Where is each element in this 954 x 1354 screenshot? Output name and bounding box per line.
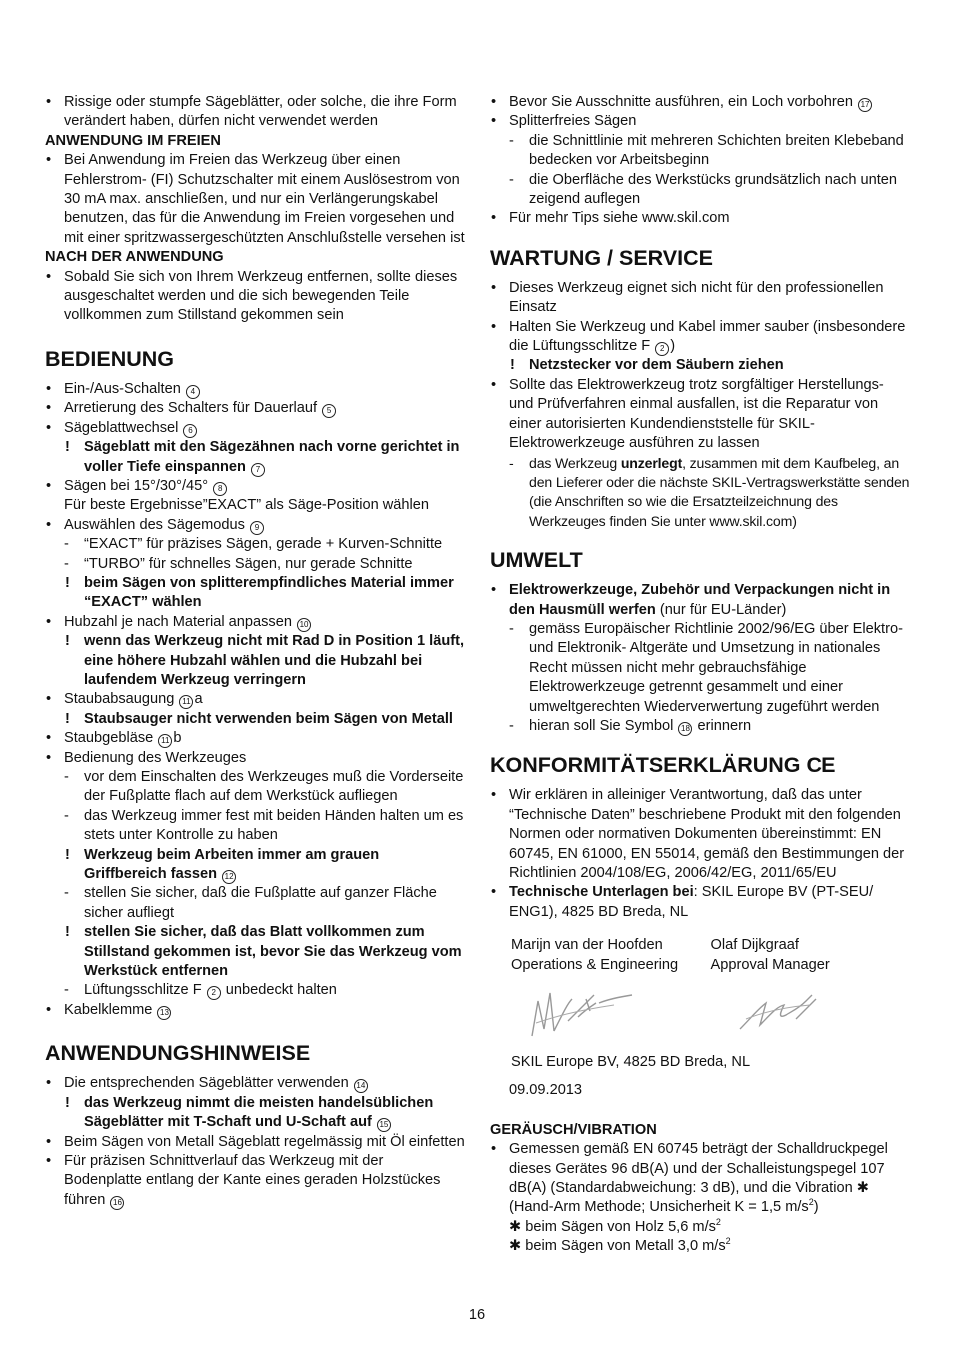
ref-number: 4 bbox=[186, 385, 200, 399]
signature-date: 09.09.2013 bbox=[509, 1082, 583, 1099]
company-address: SKIL Europe BV, 4825 BD Breda, NL bbox=[511, 1054, 751, 1071]
sub-item bbox=[490, 454, 910, 532]
sub-item: - das Werkzeug immer fest mit beiden Händen halten um es stets unter Kontrolle zu haben bbox=[45, 807, 465, 846]
list-item bbox=[490, 93, 910, 112]
sub-item: - stellen Sie sicher, daß die Fußplatte auf ganzer Fläche sicher aufliegt bbox=[45, 884, 465, 923]
warning-item: ! stellen Sie sicher, daß das Blatt vollkommen zum Stillstand gekommen ist, bevor Sie das Werkzeug vom Werkstück entfernen bbox=[45, 923, 465, 981]
signature-2-icon bbox=[736, 989, 826, 1039]
signatory-name: Marijn van der Hoofden bbox=[511, 937, 663, 954]
list-item: • Wir erklären in alleiniger Verantwortung, daß das unter “Technische Daten” beschriebene Produkt mit den folgenden Normen oder normativen Dokumenten übereinstimmt: EN 60745, EN 61000, EN 55014, gemäß den Bestimmungen der Richtlinien 2004/108/EG, 2006/42/EG, 2011/65/EU bbox=[490, 786, 910, 883]
list-item bbox=[45, 1074, 465, 1093]
title-text: KONFORMITÄTSERKLÄRUNG bbox=[490, 753, 801, 778]
item-text-bold: Technische Unterlagen bei bbox=[509, 884, 694, 901]
section-title-bedienung: BEDIENUNG bbox=[45, 346, 175, 371]
item-text: das Werkzeug bbox=[529, 454, 618, 471]
ref-number: 15 bbox=[377, 1118, 391, 1132]
vibration-metal bbox=[490, 1237, 910, 1256]
star-icon: ✱ bbox=[856, 1180, 870, 1197]
sub-item: - “TURBO” für schnelles Sägen, nur gerade Schnitte bbox=[45, 555, 465, 574]
signatory-role: Approval Manager bbox=[710, 956, 830, 973]
item-text-bold: Elektrowerkzeuge, Zubehör und Verpackungen nicht in den Hausmüll werfen bbox=[509, 582, 891, 618]
item-text: Arretierung des Schalters für Dauerlauf bbox=[64, 400, 318, 417]
item-text: ) bbox=[813, 1199, 819, 1216]
item-note: Für beste Ergebnisse”EXACT” als Säge-Position wählen bbox=[64, 497, 430, 514]
list-item bbox=[45, 380, 465, 399]
ref-suffix: b bbox=[173, 730, 182, 747]
ref-number: 8 bbox=[213, 482, 227, 496]
warning-item: ! Staubsauger nicht verwenden beim Sägen von Metall bbox=[45, 710, 465, 729]
ref-number: 10 bbox=[297, 618, 311, 632]
page-number: 16 bbox=[468, 1307, 486, 1323]
warning-text: Sägeblatt mit den Sägezähnen nach vorne gerichtet in voller Tiefe einspannen bbox=[84, 439, 460, 475]
list-item: • Bedienung des Werkzeuges bbox=[45, 749, 465, 768]
list-item bbox=[490, 318, 910, 357]
sub-item: - “EXACT” für präzises Sägen, gerade + Kurven-Schnitte bbox=[45, 535, 465, 554]
item-text: , zusammen mit dem Kaufbeleg, an den Lieferer oder die nächste SKIL-Vertragswerkstätte senden (die Anschriften so wie die Ersatzteilzeichnung des Werkzeuges finden Sie unter www.skil.com) bbox=[529, 454, 910, 529]
signatory-1 bbox=[511, 936, 711, 975]
sub-item: - die Oberfläche des Werkstücks grundsätzlich nach unten zeigend auflegen bbox=[490, 171, 910, 210]
item-text: Halten Sie Werkzeug und Kabel immer sauber (insbesondere die Lüftungsschlitze F bbox=[509, 318, 906, 355]
bullet-text: Rissige oder stumpfe Sägeblätter, oder solche, die ihre Form verändert haben, dürfen nicht verwendet werden bbox=[64, 94, 457, 130]
ref-number: 6 bbox=[183, 424, 197, 438]
sub-item: - vor dem Einschalten des Werkzeuges muß die Vorderseite der Fußplatte flach auf dem Werkstück aufliegen bbox=[45, 768, 465, 807]
signatory-2 bbox=[711, 936, 911, 975]
list-item bbox=[45, 419, 465, 438]
ref-number: 2 bbox=[655, 342, 669, 356]
star-icon: ✱ bbox=[509, 1218, 522, 1235]
item-text: beim Sägen von Holz 5,6 m/s bbox=[525, 1218, 716, 1235]
warning-item bbox=[45, 846, 465, 885]
signatory-name: Olaf Dijkgraaf bbox=[710, 937, 799, 954]
section-title-umwelt: UMWELT bbox=[490, 548, 583, 573]
item-text: Sägen bei 15°/30°/45° bbox=[64, 477, 209, 494]
warning-text: das Werkzeug nimmt die meisten handelsüblichen Sägeblätter mit T-Schaft und U-Schaft auf bbox=[84, 1094, 434, 1131]
item-text: Für präzisen Schnittverlauf das Werkzeug mit der Bodenplatte entlang der Kante eines geraden Holzstückes führen bbox=[64, 1152, 441, 1208]
list-item bbox=[45, 1152, 465, 1210]
list-item: • Für mehr Tips siehe www.skil.com bbox=[490, 209, 910, 228]
list-item bbox=[45, 613, 465, 632]
ref-number: 7 bbox=[251, 463, 265, 477]
sub-item: - gemäss Europäischer Richtlinie 2002/96/EG über Elektro- und Elektronik- Altgeräte und Umsetzung in nationales Recht müssen nicht mehr gebrauchsfähige Elektrowerkzeuge getrennt gesammelt und einer umweltgerechten Wiederverwertung zugeführt werden bbox=[490, 620, 910, 717]
bullet-text: Sobald Sie sich von Ihrem Werkzeug entfernen, sollte dieses ausgeschaltet werden und die sich bewegenden Teile vollkommen zum Stillstand gekommen sein bbox=[64, 268, 458, 324]
item-text: Sägeblattwechsel bbox=[64, 419, 179, 436]
item-text: hieran soll Sie Symbol bbox=[529, 717, 674, 734]
item-text: Gemessen gemäß EN 60745 beträgt der Schalldruckpegel dieses Gerätes 96 dB(A) und der Schalleistungspegel 107 dB(A) (Standardabweichung: 3 dB), und die Vibration bbox=[509, 1141, 888, 1197]
signature-area bbox=[490, 975, 910, 1053]
sub-item: - die Schnittlinie mit mehreren Schichten breiten Klebeband bedecken vor Arbeitsbeginn bbox=[490, 132, 910, 171]
warning-text: Werkzeug beim Arbeiten immer am grauen Griffbereich fassen bbox=[84, 846, 380, 883]
item-text: (nur für EU-Länder) bbox=[655, 601, 787, 618]
item-text: Bevor Sie Ausschnitte ausführen, ein Loch vorbohren bbox=[509, 94, 853, 110]
item-text: Ein-/Aus-Schalten bbox=[64, 380, 181, 397]
ref-number: 11 bbox=[179, 695, 193, 709]
item-text: Staubgebläse bbox=[64, 730, 154, 747]
item-text: Hubzahl je nach Material anpassen bbox=[64, 613, 292, 630]
right-column bbox=[490, 93, 910, 1257]
item-text-bold: unzerlegt bbox=[620, 454, 683, 471]
section-heading: ANWENDUNG IM FREIEN bbox=[45, 132, 221, 149]
list-item bbox=[45, 1001, 465, 1020]
list-item bbox=[490, 581, 910, 620]
sub-item bbox=[490, 717, 910, 736]
vibration-wood bbox=[490, 1218, 910, 1237]
ref-number: 9 bbox=[250, 521, 264, 535]
item-text: Kabelklemme bbox=[64, 1001, 153, 1018]
ref-number: 17 bbox=[858, 98, 872, 112]
signature-1-icon bbox=[524, 981, 634, 1051]
list-item bbox=[45, 268, 465, 326]
list-item bbox=[490, 1140, 910, 1218]
warning-item: ! beim Sägen von splitterempfindliches Material immer “EXACT” wählen bbox=[45, 574, 465, 613]
superscript: 2 bbox=[715, 1217, 721, 1228]
item-text: Lüftungsschlitze F bbox=[84, 982, 202, 999]
section-heading: NACH DER ANWENDUNG bbox=[45, 249, 224, 266]
section-title-wartung: WARTUNG / SERVICE bbox=[490, 245, 713, 270]
list-item bbox=[45, 516, 465, 535]
section-title-anwendungshinweise: ANWENDUNGSHINWEISE bbox=[45, 1041, 311, 1066]
list-item bbox=[490, 883, 910, 922]
item-text: Auswählen des Sägemodus bbox=[64, 516, 245, 533]
item-text: beim Sägen von Metall 3,0 m/s bbox=[525, 1238, 726, 1255]
item-text: erinnern bbox=[697, 717, 752, 734]
warning-item: ! wenn das Werkzeug nicht mit Rad D in Position 1 läuft, eine höhere Hubzahl wählen und die Hubzahl bei laufendem Werkzeug verringern bbox=[45, 632, 465, 690]
list-item bbox=[45, 690, 465, 709]
ce-mark-icon: CE bbox=[806, 753, 835, 778]
warning-item: ! Netzstecker vor dem Säubern ziehen bbox=[490, 356, 910, 375]
ref-number: 13 bbox=[157, 1006, 171, 1020]
list-item: • Splitterfreies Sägen bbox=[490, 112, 910, 131]
item-text: : SKIL Europe BV (PT-SEU/ ENG1), 4825 BD Breda, NL bbox=[509, 884, 874, 920]
item-text: (Hand-Arm Methode; Unsicherheit K = 1,5 m/s bbox=[509, 1199, 809, 1216]
ref-number: 14 bbox=[354, 1079, 368, 1093]
list-item bbox=[45, 477, 465, 496]
list-item bbox=[45, 729, 465, 748]
ref-number: 12 bbox=[222, 870, 236, 884]
signatory-role: Operations & Engineering bbox=[511, 956, 679, 973]
item-text: ) bbox=[670, 338, 676, 355]
superscript: 2 bbox=[808, 1197, 814, 1208]
ref-suffix: a bbox=[194, 691, 203, 708]
item-text: Die entsprechenden Sägeblätter verwenden bbox=[64, 1075, 349, 1092]
ref-number: 2 bbox=[207, 986, 221, 1000]
list-item bbox=[45, 93, 465, 132]
signatories bbox=[511, 936, 910, 975]
section-heading-noise: GERÄUSCH/VIBRATION bbox=[490, 1121, 657, 1138]
left-column bbox=[45, 93, 465, 1210]
superscript: 2 bbox=[725, 1236, 731, 1247]
ref-number: 5 bbox=[322, 404, 336, 418]
list-item: • Beim Sägen von Metall Sägeblatt regelmässig mit Öl einfetten bbox=[45, 1133, 465, 1152]
ref-number: 11 bbox=[158, 734, 172, 748]
bullet-text: Bei Anwendung im Freien das Werkzeug über einen Fehlerstrom- (FI) Schutzschalter mit einem Auslösestrom von 30 mA max. anschließen, und nur ein Verlängerungskabel benutzen, das für die Anwendung im Freien vorgesehen und mit einer spritzwassergeschützten Anschlußstelle versehen ist bbox=[64, 152, 465, 246]
ref-number: 16 bbox=[110, 1196, 124, 1210]
list-item bbox=[45, 399, 465, 418]
warning-item bbox=[45, 1094, 465, 1133]
star-icon: ✱ bbox=[509, 1238, 522, 1255]
item-text: Staubabsaugung bbox=[64, 691, 175, 708]
warning-item bbox=[45, 438, 465, 477]
list-item: • Sollte das Elektrowerkzeug trotz sorgfältiger Herstellungs- und Prüfverfahren einmal ausfallen, ist die Reparatur von einer autorisierten Kundendienststelle für SKIL-Elektrowerkzeuge ausführen zu lassen bbox=[490, 376, 910, 454]
list-item bbox=[45, 151, 465, 248]
list-item: • Dieses Werkzeug eignet sich nicht für den professionellen Einsatz bbox=[490, 279, 910, 318]
section-title-konformitaet bbox=[490, 752, 910, 778]
sub-item bbox=[45, 981, 465, 1000]
ref-number: 18 bbox=[678, 722, 692, 736]
item-text: unbedeckt halten bbox=[225, 982, 337, 999]
